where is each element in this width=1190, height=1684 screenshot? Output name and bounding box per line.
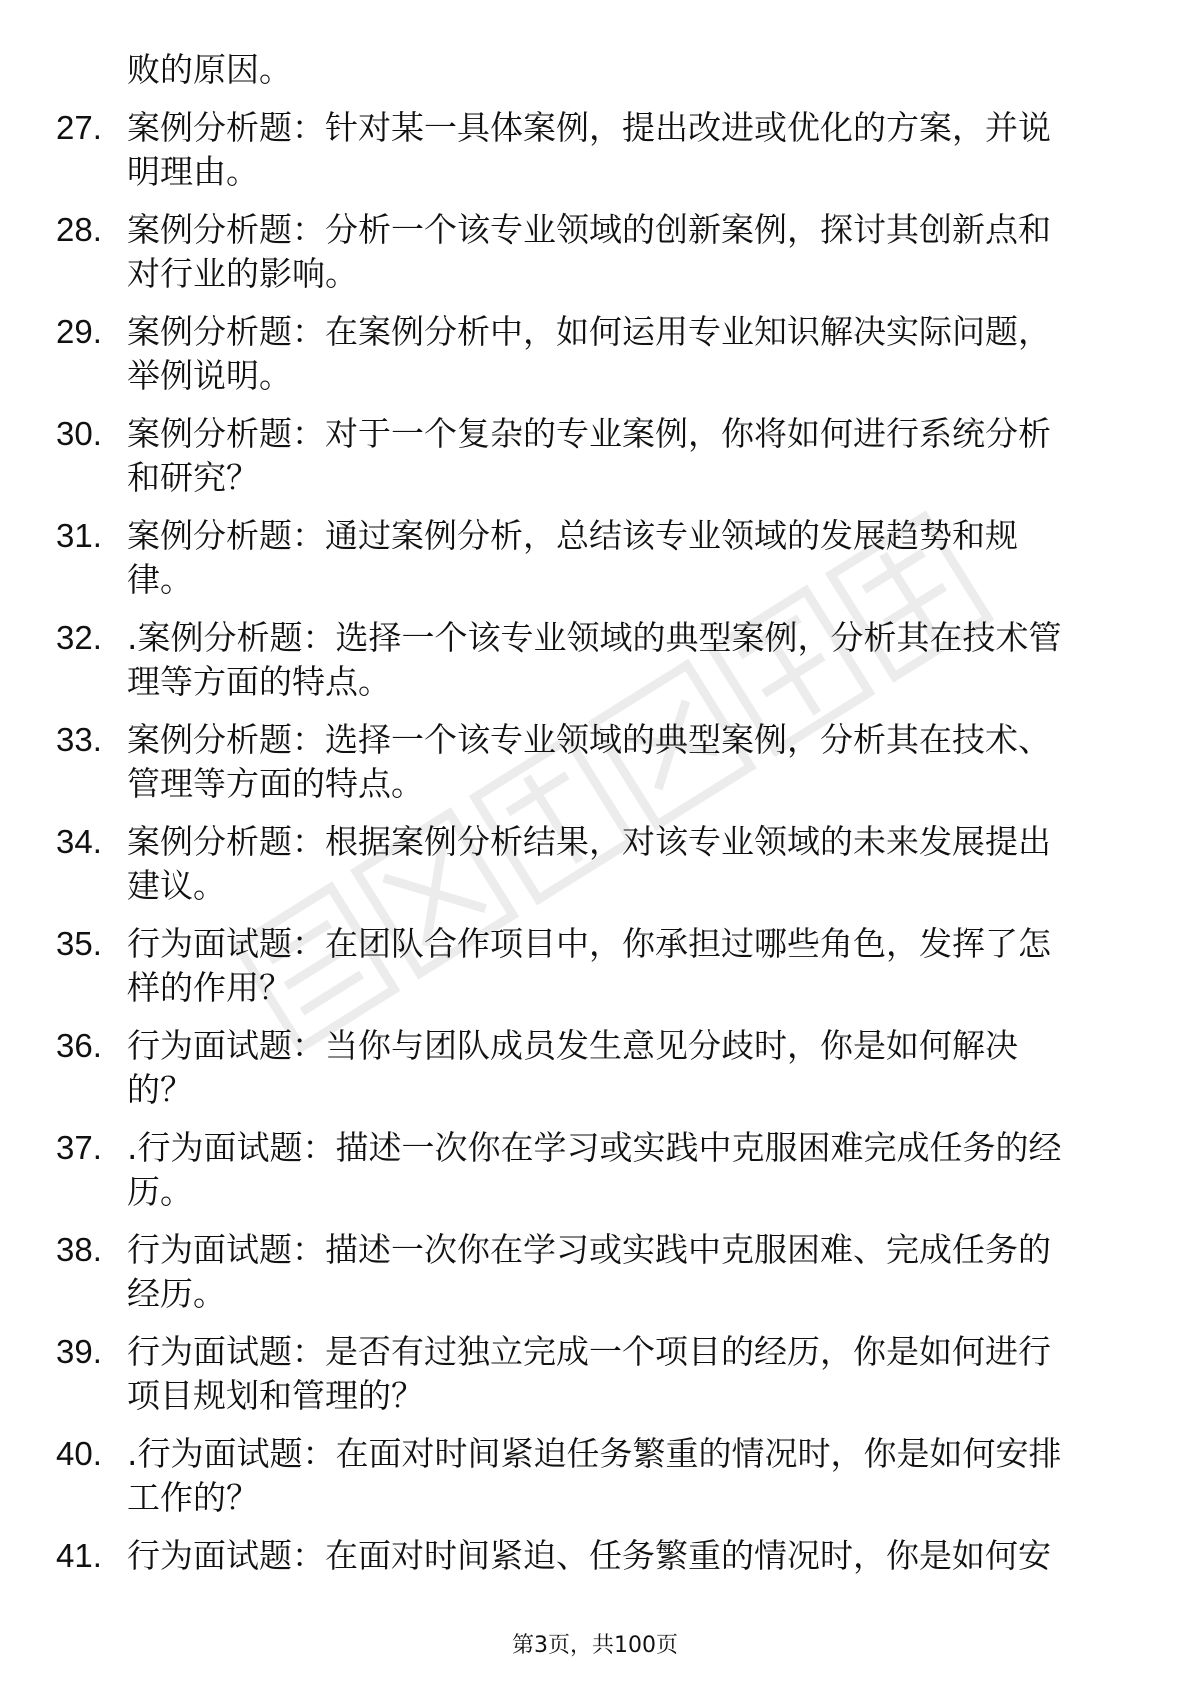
- item-text-line: 律。: [127, 560, 193, 599]
- item-text-line: 行为面试题：当你与团队成员发生意见分歧时，你是如何解决: [127, 1026, 1018, 1065]
- item-text-line: 对行业的影响。: [127, 254, 358, 293]
- item-text-line: 项目规划和管理的？: [127, 1376, 424, 1415]
- item-text-line: 案例分析题：在案例分析中，如何运用专业知识解决实际问题，: [127, 312, 1051, 351]
- item-text-line: 工作的？: [127, 1478, 259, 1517]
- item-number: 29.: [56, 313, 102, 350]
- item-number: 37.: [56, 1129, 102, 1166]
- list-item: [0, 718, 1190, 806]
- item-number: 40.: [56, 1435, 102, 1472]
- item-text-line: 和研究？: [127, 458, 259, 497]
- list-item: [0, 1432, 1190, 1520]
- item-text-line: 案例分析题：选择一个该专业领域的典型案例，分析其在技术、: [127, 720, 1051, 759]
- item-number: 33.: [56, 721, 102, 758]
- item-number: 31.: [56, 517, 102, 554]
- item-number: 27.: [56, 109, 102, 146]
- item-number: 39.: [56, 1333, 102, 1370]
- item-text-line: 样的作用？: [127, 968, 292, 1007]
- item-text-line: 建议。: [127, 866, 226, 905]
- document-body: [0, 48, 1190, 1578]
- list-item: [0, 1534, 1190, 1578]
- item-text-line: 明理由。: [127, 152, 259, 191]
- item-text-line: 经历。: [127, 1274, 226, 1313]
- item-text-line: 历。: [127, 1172, 193, 1211]
- list-item: [0, 106, 1190, 194]
- item-number: 38.: [56, 1231, 102, 1268]
- list-item: [0, 1330, 1190, 1418]
- list-item: [0, 514, 1190, 602]
- item-text-line: .行为面试题：描述一次你在学习或实践中克服困难完成任务的经: [127, 1128, 1062, 1167]
- item-text-line: 案例分析题：针对某一具体案例，提出改进或优化的方案，并说: [127, 108, 1051, 147]
- item-number: 36.: [56, 1027, 102, 1064]
- item-text-line: 的？: [127, 1070, 193, 1109]
- item-text-line: .案例分析题：选择一个该专业领域的典型案例，分析其在技术管: [127, 618, 1062, 657]
- item-number: 32.: [56, 619, 102, 656]
- item-text-line: 理等方面的特点。: [127, 662, 391, 701]
- item-text-line: 案例分析题：对于一个复杂的专业案例，你将如何进行系统分析: [127, 414, 1051, 453]
- item-number: 41.: [56, 1537, 102, 1574]
- list-item: [0, 616, 1190, 704]
- page-footer: 第3页，共100页: [512, 1633, 678, 1658]
- item-text-line: 行为面试题：在面对时间紧迫、任务繁重的情况时，你是如何安: [127, 1536, 1051, 1575]
- item-text-line: 举例说明。: [127, 356, 292, 395]
- item-text-line: 案例分析题：分析一个该专业领域的创新案例，探讨其创新点和: [127, 210, 1051, 249]
- item-text-line: 管理等方面的特点。: [127, 764, 424, 803]
- continued-text: 败的原因。: [127, 50, 292, 89]
- item-text-line: 案例分析题：根据案例分析结果，对该专业领域的未来发展提出: [127, 822, 1051, 861]
- list-item: [0, 310, 1190, 398]
- list-item: [0, 922, 1190, 1010]
- list-item: [0, 1228, 1190, 1316]
- item-number: 28.: [56, 211, 102, 248]
- item-text-line: 行为面试题：在团队合作项目中，你承担过哪些角色，发挥了怎: [127, 924, 1051, 963]
- item-text-line: 案例分析题：通过案例分析，总结该专业领域的发展趋势和规: [127, 516, 1018, 555]
- item-number: 34.: [56, 823, 102, 860]
- list-item: [0, 820, 1190, 908]
- question-list: [0, 106, 1190, 1578]
- item-number: 35.: [56, 925, 102, 962]
- item-text-line: .行为面试题：在面对时间紧迫任务繁重的情况时，你是如何安排: [127, 1434, 1062, 1473]
- list-item: [0, 1024, 1190, 1112]
- list-item: [0, 412, 1190, 500]
- item-number: 30.: [56, 415, 102, 452]
- item-text-line: 行为面试题：是否有过独立完成一个项目的经历，你是如何进行: [127, 1332, 1051, 1371]
- list-item: [0, 1126, 1190, 1214]
- item-text-line: 行为面试题：描述一次你在学习或实践中克服困难、完成任务的: [127, 1230, 1051, 1269]
- list-item: [0, 208, 1190, 296]
